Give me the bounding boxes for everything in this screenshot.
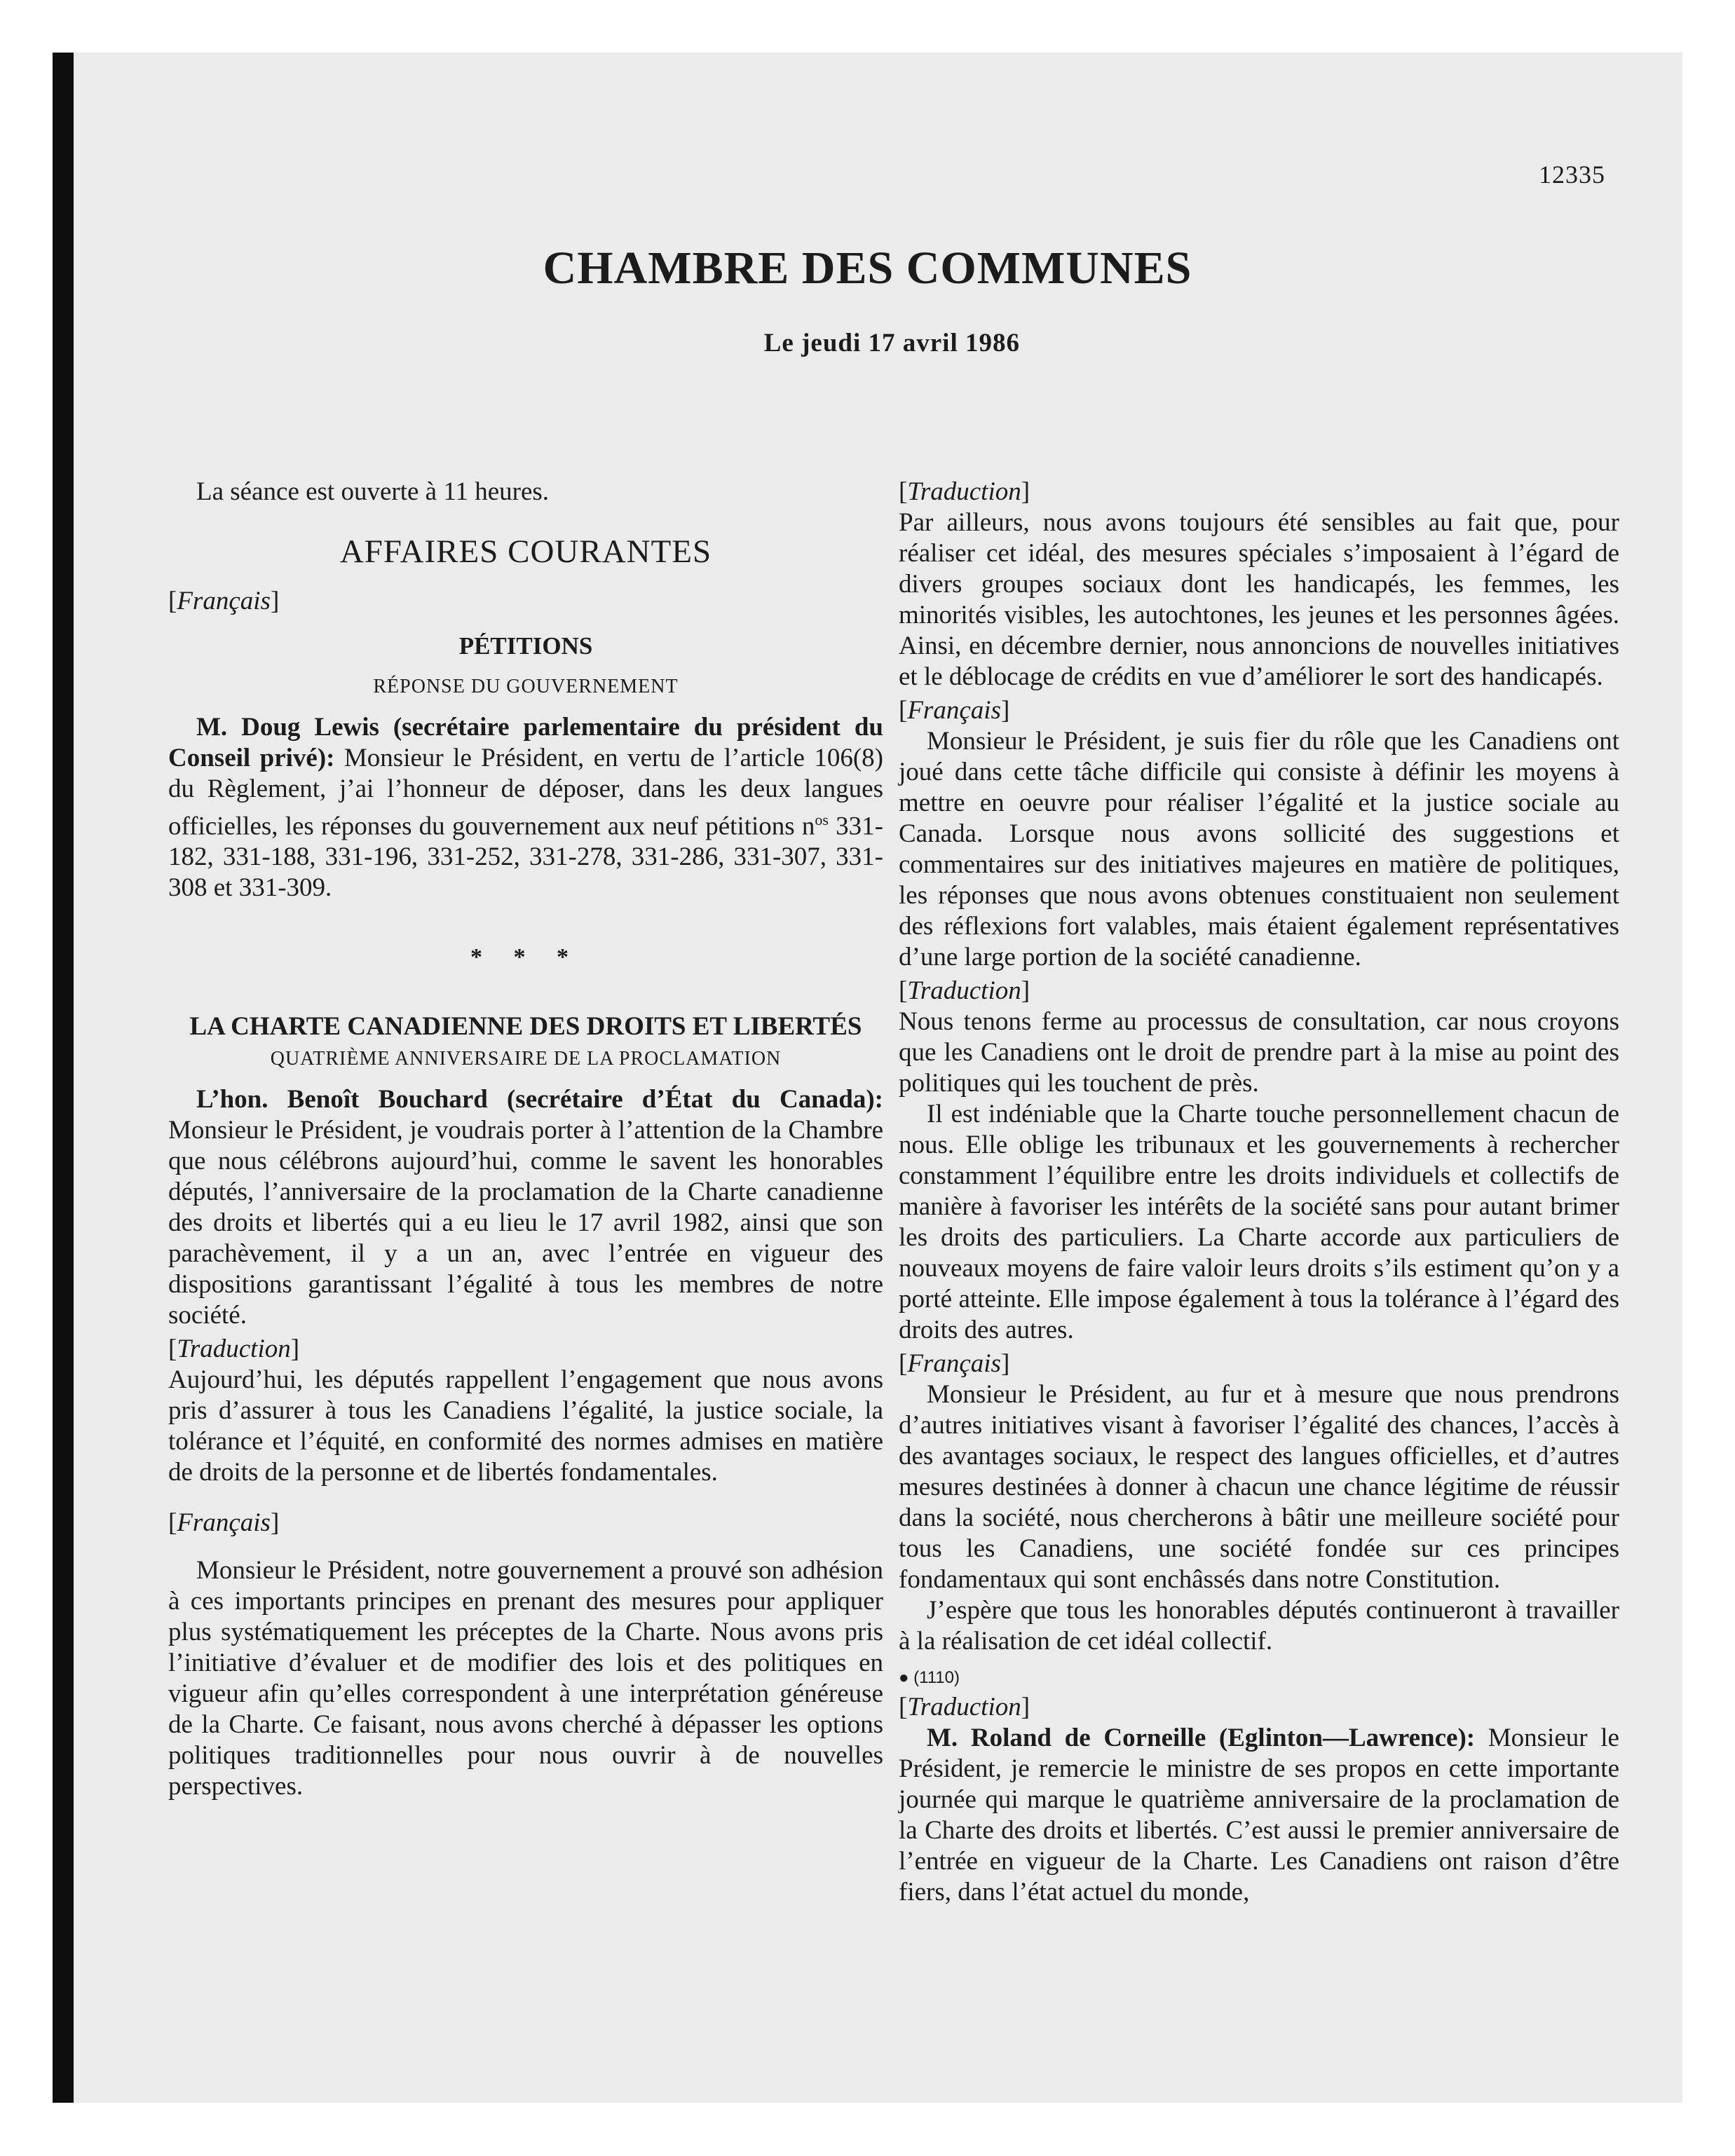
language-tag: [Français] — [899, 696, 1010, 725]
language-tag: [Traduction] — [899, 477, 1030, 506]
paragraph: Monsieur le Président, notre gouvernement a prouvé son adhésion à ces importants principes en prenant des mesures pour appliquer plus systématiquement les préceptes de la Charte. Nous avons pris l’initiative d’évaluer et de modifier des lois et des politiques en vigueur afin qu’elles correspondent à une interprétation généreuse de la Charte. Ce faisant, nous avons cherché à dépasser les options politiques traditionnelles pour nous ouvrir à de nouvelles perspectives. — [168, 1556, 883, 1801]
lewis-paragraph: M. Doug Lewis (secrétaire parlementaire du président du Conseil privé): Monsieur le Président, en vertu de l’article 106(8) du Règlement, j’ai l’honneur de déposer, dans les deux langues officielles, les réponses du gouvernement aux neuf pétitions $n^{os}$ 331-182, 331-188, 331-196, 331-252, 331-278, 331-286, 331-307, 331-308 et 331-309. — [168, 713, 883, 903]
paragraph: J’espère que tous les honorables députés continueront à travailler à la réalisation de cet idéal collectif. — [899, 1596, 1619, 1656]
section-title-affaires: AFFAIRES COURANTES — [339, 533, 712, 570]
opening-line: La séance est ouverte à 11 heures. — [196, 477, 550, 506]
language-tag: [Français] — [899, 1349, 1010, 1378]
language-tag: [Traduction] — [168, 1335, 300, 1364]
charte-subtitle: QUATRIÈME ANNIVERSAIRE DE LA PROCLAMATION — [270, 1048, 782, 1070]
page-title: CHAMBRE DES COMMUNES — [543, 243, 1192, 294]
paragraph: Nous tenons ferme au processus de consultation, car nous croyons que les Canadiens ont le droit de prendre part à la mise au point des politiques qui les touchent de près. — [899, 1007, 1619, 1098]
paragraph: Par ailleurs, nous avons toujours été sensibles au fait que, pour réaliser cet idéal, des mesures spéciales s’imposaient à l’égard de divers groupes sociaux dont les handicapés, les femmes, les minorités visibles, les autochtones, les jeunes et les personnes âgées. Ainsi, en décembre dernier, nous annoncions de nouvelles initiatives et le déblocage de crédits en vue d’améliorer le sort des handicapés. — [899, 508, 1619, 691]
paragraph: Il est indéniable que la Charte touche personnellement chacun de nous. Elle oblige les tribunaux et les gouvernements à rechercher constamment l’équilibre entre les droits individuels et collectifs de manière à favoriser les intérêts de la société sans pour autant brimer les droits des particuliers. La Charte accorde aux particuliers de nouveaux moyens de faire valoir leurs droits s’ils estiment qu’on y a porté atteinte. Elle impose également à tous la tolérance à l’égard des droits des autres. — [899, 1100, 1619, 1344]
paragraph: Monsieur le Président, je suis fier du rôle que les Canadiens ont joué dans cette tâche difficile qui consiste à définir les moyens à mettre en oeuvre pour réaliser l’égalité et la justice sociale au Canada. Lorsque nous avons sollicité des suggestions et commentaires sur des initiatives majeures en matière de politiques, les réponses que nous avons obtenues constituaient non seulement des réflexions fort valables, mais étaient également représentatives d’une large portion de la société canadienne. — [899, 727, 1619, 971]
language-tag: [Traduction] — [899, 976, 1030, 1005]
sitting-date: Le jeudi 17 avril 1986 — [763, 329, 1020, 357]
speaker-name: M. Doug Lewis (secrétaire parlementaire du président du Conseil privé): — [168, 713, 883, 772]
page-number: 12335 — [1539, 161, 1605, 189]
left-column — [168, 477, 883, 1802]
time-marker: ● (1110) — [899, 1668, 960, 1687]
paragraph: Monsieur le Président, au fur et à mesure que nous prendrons d’autres initiatives visant à favoriser l’égalité des chances, l’accès à des avantages sociaux, le respect des langues officielles, et d’autres mesures destinées à donner à chacun une chance légitime de réussir dans la société, nous chercherons à bâtir une meilleure société pour tous les Canadiens, une société fondée sur ces principes fondamentaux qui sont enchâssés dans notre Constitution. — [899, 1380, 1619, 1594]
right-column — [899, 477, 1619, 1908]
paragraph: Aujourd’hui, les députés rappellent l’engagement que nous avons pris d’assurer à tous les Canadiens l’égalité, la justice sociale, la tolérance et l’équité, en conformité des normes admises en matière de droits de la personne et de libertés fondamentales. — [168, 1365, 883, 1487]
petitions-subtitle: RÉPONSE DU GOUVERNEMENT — [373, 676, 679, 697]
bouchard-paragraph: L’hon. Benoît Bouchard (secrétaire d’État du Canada): Monsieur le Président, je voudrais porter à l’attention de la Chambre que nous célébrons aujourd’hui, comme le savent les honorables députés, l’anniversaire de la proclamation de la Charte canadienne des droits et libertés qui a eu lieu le 17 avril 1982, ainsi que son parachèvement, il y a un an, avec l’entrée en vigueur des dispositions garantissant l’égalité à tous les membres de notre société. — [168, 1085, 883, 1330]
speaker-name: L’hon. Benoît Bouchard (secrétaire d’État du Canada): — [196, 1085, 883, 1114]
charte-title: LA CHARTE CANADIENNE DES DROITS ET LIBERTÉS — [189, 1012, 862, 1042]
language-tag: [Français] — [168, 1508, 280, 1538]
language-tag: [Français] — [168, 587, 280, 615]
corneille-paragraph: M. Roland de Corneille (Eglinton—Lawrence): Monsieur le Président, je remercie le ministre de ses propos en cette importante journée qui marque le quatrième anniversaire de la proclamation de la Charte des droits et libertés. C’est aussi le premier anniversaire de l’entrée en vigueur de la Charte. Les Canadiens ont raison d’être fiers, dans l’état actuel du monde, — [899, 1724, 1619, 1906]
language-tag: [Traduction] — [899, 1693, 1030, 1721]
petitions-title: PÉTITIONS — [458, 632, 593, 660]
binding-edge — [53, 53, 74, 2103]
speaker-name: M. Roland de Corneille (Eglinton—Lawrence): — [927, 1724, 1476, 1752]
section-separator: * * * — [470, 944, 581, 971]
